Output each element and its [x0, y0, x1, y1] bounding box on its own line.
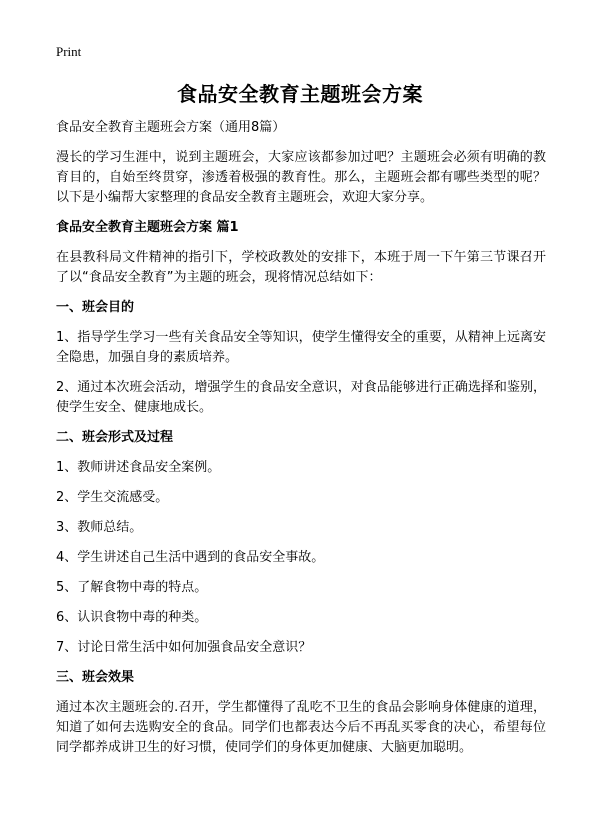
print-link[interactable]: Print	[56, 44, 82, 59]
document-subtitle: 食品安全教育主题班会方案（通用8篇）	[56, 120, 286, 135]
page-title: 食品安全教育主题班会方案	[177, 82, 423, 106]
intro-paragraph: 漫长的学习生涯中，说到主题班会，大家应该都参加过吧？主题班会必须有明确的教育目的，自始至终贯穿，渗透着极强的教育性。那么，主题班会都有哪些类型的呢？以下是小编帮大家整理的食品安全教育主题班会，欢迎大家分享。	[56, 150, 546, 205]
section-title: 食品安全教育主题班会方案 篇1	[56, 220, 239, 235]
process-heading: 二、班会形式及过程	[56, 430, 174, 445]
process-item: 1、教师讲述食品安全案例。	[56, 460, 221, 475]
process-item: 3、教师总结。	[56, 520, 143, 535]
process-item: 6、认识食物中毒的种类。	[56, 610, 208, 625]
document-body	[56, 118, 546, 768]
purpose-item: 1、指导学生学习一些有关食品安全等知识，使学生懂得安全的重要，从精神上远离安全隐患，加强自身的素质培养。	[56, 330, 546, 365]
section-intro-paragraph: 在县教科局文件精神的指引下，学校政教处的安排下，本班于周一下午第三节课召开了以“食品安全教育”为主题的班会，现将情况总结如下：	[56, 250, 546, 285]
process-item: 5、了解食物中毒的特点。	[56, 580, 208, 595]
purpose-item: 2、通过本次班会活动，增强学生的食品安全意识，对食品能够进行正确选择和鉴别，使学生安全、健康地成长。	[56, 380, 546, 415]
purpose-heading: 一、班会目的	[56, 300, 135, 315]
process-item: 7、讨论日常生活中如何加强食品安全意识？	[56, 640, 312, 655]
process-item: 4、学生讲述自己生活中遇到的食品安全事故。	[56, 550, 325, 565]
process-item: 2、学生交流感受。	[56, 490, 169, 505]
effect-heading: 三、班会效果	[56, 670, 135, 685]
effect-paragraph: 通过本次主题班会的.召开，学生都懂得了乱吃不卫生的食品会影响身体健康的道理，知道了如何去选购安全的食品。同学们也都表达今后不再乱买零食的决心，希望每位同学都养成讲卫生的好习惯，使同学们的身体更加健康、大脑更加聪明。	[56, 700, 546, 755]
